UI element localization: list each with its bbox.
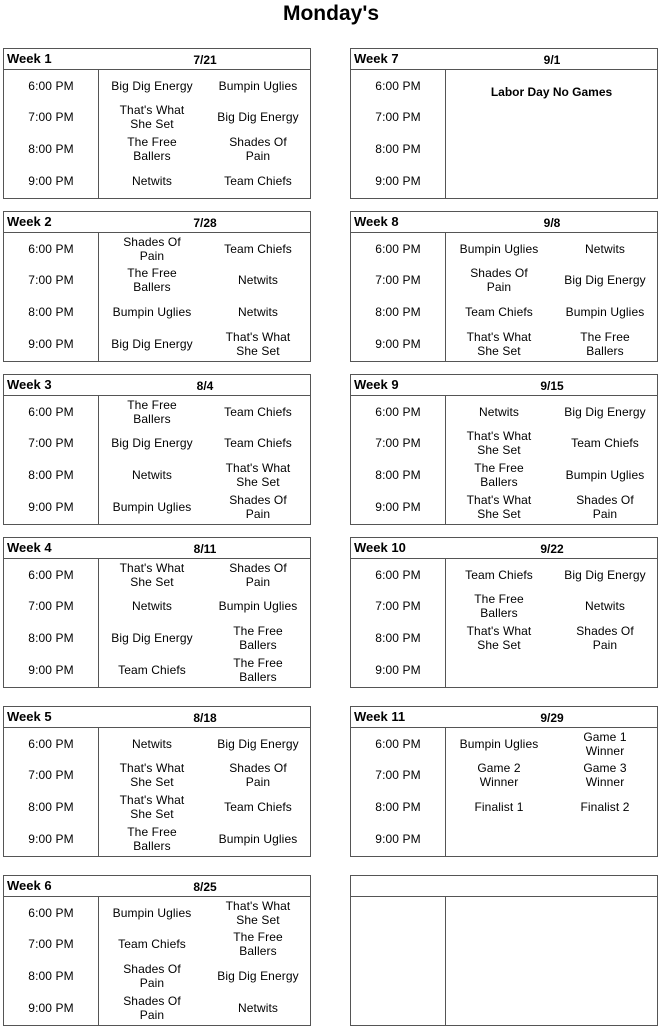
home-team: That's What She Set [466, 493, 532, 521]
away-team: Game 3 Winner [583, 761, 627, 789]
game-time: 9:00 PM [375, 663, 421, 677]
home-team: Team Chiefs [465, 568, 533, 582]
home-team: Big Dig Energy [111, 631, 193, 645]
home-team: The Free Ballers [127, 825, 177, 853]
game-row [351, 264, 657, 296]
week-date: 7/28 [193, 216, 217, 230]
game-row [4, 70, 310, 102]
game-time: 9:00 PM [375, 832, 421, 846]
week-header [351, 876, 657, 897]
game-row [4, 233, 310, 265]
away-team: Netwits [237, 273, 279, 287]
week-date: 7/21 [193, 53, 217, 67]
away-team [552, 101, 658, 133]
home-team: Bumpin Uglies [112, 906, 192, 920]
game-row [351, 233, 657, 265]
game-row [4, 559, 310, 591]
game-time: 7:00 PM [28, 599, 74, 613]
away-team: Big Dig Energy [217, 969, 299, 983]
game-time: 8:00 PM [375, 468, 421, 482]
game-time: 6:00 PM [28, 79, 74, 93]
game-row [4, 396, 310, 428]
week-box [350, 211, 658, 362]
week-header [351, 707, 657, 728]
game-row [4, 264, 310, 296]
game-time: 8:00 PM [28, 631, 74, 645]
game-time: 6:00 PM [28, 405, 74, 419]
game-time: 6:00 PM [28, 906, 74, 920]
game-time: 9:00 PM [28, 500, 74, 514]
home-team: Shades Of Pain [123, 962, 181, 990]
week-label: Week 3 [7, 377, 52, 392]
week-box [350, 537, 658, 688]
game-time: 9:00 PM [375, 174, 421, 188]
game-row [4, 459, 310, 491]
home-team: Netwits [131, 599, 173, 613]
week-header [4, 375, 310, 396]
game-row [351, 759, 657, 791]
home-team [446, 70, 552, 102]
home-team: Bumpin Uglies [459, 737, 539, 751]
week-date: 9/15 [540, 379, 564, 393]
game-row [4, 491, 310, 523]
week-label: Week 2 [7, 214, 52, 229]
week-box [350, 374, 658, 525]
game-row [4, 897, 310, 929]
home-team: Netwits [131, 737, 173, 751]
week-date: 8/18 [193, 711, 217, 725]
week-label: Week 7 [354, 51, 399, 66]
game-row [4, 427, 310, 459]
game-row [4, 992, 310, 1024]
game-time: 7:00 PM [375, 273, 421, 287]
home-team [446, 133, 552, 165]
away-team: Bumpin Uglies [218, 79, 298, 93]
away-team: Game 1 Winner [583, 730, 627, 758]
home-team: That's What She Set [119, 793, 185, 821]
week-date: 8/11 [193, 542, 217, 556]
away-team: Big Dig Energy [564, 405, 646, 419]
away-team: That's What She Set [225, 330, 291, 358]
away-team: Big Dig Energy [217, 110, 299, 124]
week-header [351, 538, 657, 559]
week-label: Week 1 [7, 51, 52, 66]
game-time: 7:00 PM [375, 110, 421, 124]
home-team: Bumpin Uglies [112, 500, 192, 514]
game-row [4, 101, 310, 133]
week-box [3, 875, 311, 1026]
away-team: Big Dig Energy [217, 737, 299, 751]
home-team: Game 2 Winner [477, 761, 521, 789]
away-team: The Free Ballers [233, 930, 283, 958]
game-row [4, 823, 310, 855]
game-row [4, 759, 310, 791]
away-team: Netwits [237, 305, 279, 319]
home-team: Shades Of Pain [123, 235, 181, 263]
game-time: 9:00 PM [375, 500, 421, 514]
away-team: The Free Ballers [580, 330, 630, 358]
game-time: 8:00 PM [28, 305, 74, 319]
week-label: Week 4 [7, 540, 52, 555]
week-header [4, 707, 310, 728]
away-team: Finalist 2 [580, 800, 630, 814]
game-time: 8:00 PM [375, 800, 421, 814]
week-box [350, 875, 658, 1026]
game-time: 7:00 PM [28, 937, 74, 951]
game-row [351, 590, 657, 622]
week-box [3, 48, 311, 199]
game-row [351, 427, 657, 459]
game-row [4, 622, 310, 654]
week-header [351, 212, 657, 233]
away-team: The Free Ballers [233, 624, 283, 652]
home-team: Big Dig Energy [111, 436, 193, 450]
game-time: 8:00 PM [28, 468, 74, 482]
home-team: The Free Ballers [127, 266, 177, 294]
away-team: Shades Of Pain [576, 624, 634, 652]
away-team: Team Chiefs [571, 436, 639, 450]
game-row [4, 728, 310, 760]
home-team: That's What She Set [119, 761, 185, 789]
home-team [446, 654, 552, 686]
week-box [3, 211, 311, 362]
game-time: 6:00 PM [28, 568, 74, 582]
home-team [446, 165, 552, 197]
week-label: Week 11 [354, 709, 406, 724]
week-date: 9/29 [540, 711, 564, 725]
away-team: Shades Of Pain [229, 761, 287, 789]
game-time: 9:00 PM [28, 337, 74, 351]
home-team: Netwits [131, 174, 173, 188]
week-date: 9/1 [543, 53, 561, 67]
game-row [4, 328, 310, 360]
away-team: Netwits [584, 599, 626, 613]
game-time: 6:00 PM [375, 405, 421, 419]
away-team: Shades Of Pain [229, 493, 287, 521]
week-date: 9/8 [543, 216, 561, 230]
game-time: 7:00 PM [375, 599, 421, 613]
home-team [446, 823, 552, 855]
home-team: That's What She Set [466, 429, 532, 457]
game-row [351, 823, 657, 855]
game-row [351, 491, 657, 523]
game-row [351, 396, 657, 428]
game-time: 6:00 PM [375, 737, 421, 751]
away-team: Netwits [584, 242, 626, 256]
game-time: 9:00 PM [28, 832, 74, 846]
home-team: Finalist 1 [474, 800, 524, 814]
game-row [351, 791, 657, 823]
week-note: Labor Day No Games [490, 85, 613, 99]
away-team: Bumpin Uglies [565, 468, 645, 482]
home-team: Big Dig Energy [111, 79, 193, 93]
week-date: 9/22 [540, 542, 564, 556]
away-team: Bumpin Uglies [218, 599, 298, 613]
week-label: Week 10 [354, 540, 406, 555]
game-time: 9:00 PM [28, 663, 74, 677]
game-time: 6:00 PM [375, 568, 421, 582]
away-team: The Free Ballers [233, 656, 283, 684]
game-time: 7:00 PM [375, 436, 421, 450]
game-time: 8:00 PM [28, 800, 74, 814]
week-date: 8/25 [193, 880, 217, 894]
away-team [552, 133, 658, 165]
away-team: That's What She Set [225, 899, 291, 927]
week-box [350, 48, 658, 199]
home-team: Shades Of Pain [470, 266, 528, 294]
game-time: 8:00 PM [375, 631, 421, 645]
away-team: Team Chiefs [224, 242, 292, 256]
game-row [4, 165, 310, 197]
home-team: That's What She Set [466, 624, 532, 652]
away-team: Shades Of Pain [576, 493, 634, 521]
week-box [3, 537, 311, 688]
game-row [351, 728, 657, 760]
column-divider [445, 897, 446, 1025]
home-team: Netwits [131, 468, 173, 482]
game-row [4, 791, 310, 823]
game-row [351, 328, 657, 360]
week-box [3, 706, 311, 857]
week-header [4, 212, 310, 233]
away-team: Team Chiefs [224, 174, 292, 188]
away-team: Bumpin Uglies [218, 832, 298, 846]
week-label: Week 9 [354, 377, 399, 392]
game-time: 6:00 PM [28, 737, 74, 751]
game-time: 6:00 PM [375, 242, 421, 256]
game-time: 9:00 PM [28, 1001, 74, 1015]
away-team: Shades Of Pain [229, 135, 287, 163]
game-time: 7:00 PM [28, 273, 74, 287]
game-time: 9:00 PM [28, 174, 74, 188]
home-team: That's What She Set [119, 561, 185, 589]
home-team: Team Chiefs [118, 663, 186, 677]
home-team: The Free Ballers [474, 461, 524, 489]
away-team: Bumpin Uglies [565, 305, 645, 319]
game-time: 6:00 PM [375, 79, 421, 93]
week-header [4, 538, 310, 559]
week-header [4, 49, 310, 70]
away-team: Team Chiefs [224, 800, 292, 814]
week-box [350, 706, 658, 857]
game-time: 6:00 PM [28, 242, 74, 256]
home-team: Bumpin Uglies [459, 242, 539, 256]
game-row [4, 654, 310, 686]
game-time: 8:00 PM [28, 969, 74, 983]
away-team: Shades Of Pain [229, 561, 287, 589]
home-team: Team Chiefs [118, 937, 186, 951]
week-header [4, 876, 310, 897]
game-time: 7:00 PM [28, 110, 74, 124]
away-team [552, 823, 658, 855]
away-team: Big Dig Energy [564, 273, 646, 287]
away-team: That's What She Set [225, 461, 291, 489]
game-time: 8:00 PM [375, 305, 421, 319]
away-team: Big Dig Energy [564, 568, 646, 582]
week-label: Week 8 [354, 214, 399, 229]
game-row [351, 70, 657, 102]
game-time: 7:00 PM [375, 768, 421, 782]
game-row [4, 928, 310, 960]
away-team [552, 654, 658, 686]
game-row [351, 559, 657, 591]
game-time: 7:00 PM [28, 436, 74, 450]
game-row [351, 296, 657, 328]
week-label: Week 6 [7, 878, 52, 893]
game-row [4, 296, 310, 328]
away-team [552, 165, 658, 197]
home-team: That's What She Set [119, 103, 185, 131]
home-team: Bumpin Uglies [112, 305, 192, 319]
game-row [351, 654, 657, 686]
page-title: Monday's [282, 2, 379, 25]
game-time: 8:00 PM [28, 142, 74, 156]
week-header [351, 49, 657, 70]
game-row [351, 133, 657, 165]
away-team: Netwits [237, 1001, 279, 1015]
away-team: Team Chiefs [224, 436, 292, 450]
game-row [4, 133, 310, 165]
week-date: 8/4 [196, 379, 214, 393]
game-time: 9:00 PM [375, 337, 421, 351]
home-team: That's What She Set [466, 330, 532, 358]
week-label: Week 5 [7, 709, 52, 724]
home-team: Shades Of Pain [123, 994, 181, 1022]
week-box [3, 374, 311, 525]
game-row [351, 165, 657, 197]
game-row [4, 590, 310, 622]
game-row [351, 101, 657, 133]
game-time: 8:00 PM [375, 142, 421, 156]
home-team: Big Dig Energy [111, 337, 193, 351]
game-row [351, 622, 657, 654]
home-team [446, 101, 552, 133]
home-team: The Free Ballers [474, 592, 524, 620]
game-time: 7:00 PM [28, 768, 74, 782]
game-row [4, 960, 310, 992]
away-team: Team Chiefs [224, 405, 292, 419]
home-team: The Free Ballers [127, 398, 177, 426]
week-header [351, 375, 657, 396]
home-team: The Free Ballers [127, 135, 177, 163]
game-row [351, 459, 657, 491]
home-team: Team Chiefs [465, 305, 533, 319]
away-team [552, 70, 658, 102]
home-team: Netwits [478, 405, 520, 419]
